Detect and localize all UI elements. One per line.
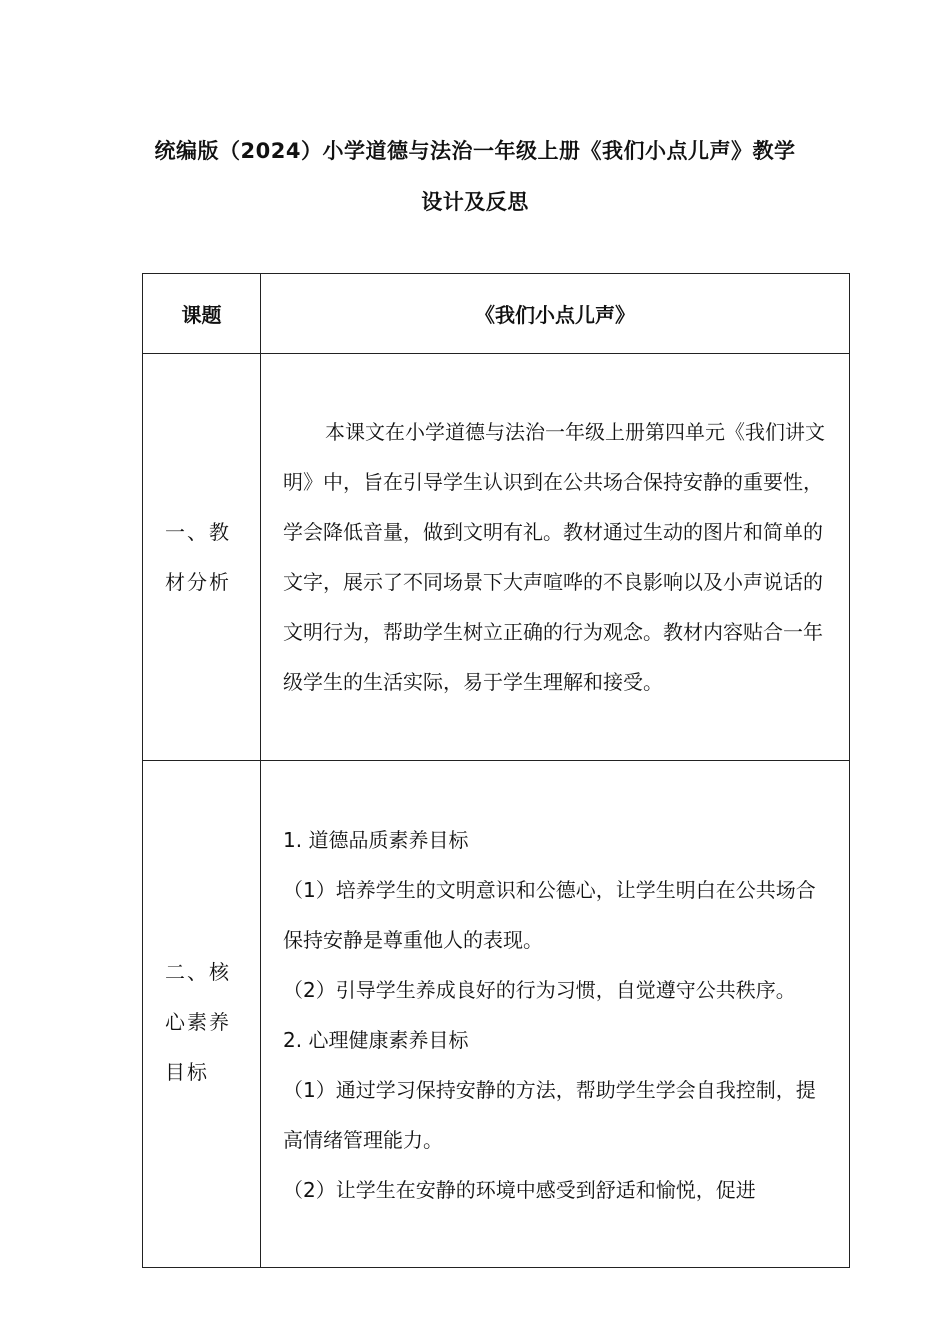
document-title-line-1: 统编版（2024）小学道德与法治一年级上册《我们小点儿声》教学 <box>154 139 796 163</box>
goal-section-title: 2. 心理健康素养目标 <box>283 1028 469 1052</box>
analysis-paragraph: 本课文在小学道德与法治一年级上册第四单元《我们讲文明》中，旨在引导学生认识到在公共场合保持安静的重要性，学会降低音量，做到文明有礼。教材通过生动的图片和简单的文字，展示了不同场景下大声喧哗的不良影响以及小声说话的文明行为，帮助学生树立正确的行为观念。教材内容贴合一年级学生的生活实际，易于学生理解和接受。 <box>283 420 825 694</box>
analysis-label-cell <box>143 354 261 761</box>
goals-label-line: 心素养 <box>165 1010 231 1034</box>
goal-item: （2）引导学生养成良好的行为习惯，自觉遵守公共秩序。 <box>283 978 796 1002</box>
document-title-line-2: 设计及反思 <box>421 190 529 214</box>
table-row-textbook-analysis <box>143 354 850 761</box>
goals-label-cell <box>143 761 261 1268</box>
topic-label-cell: 课题 <box>143 274 261 354</box>
analysis-content-cell <box>261 354 850 761</box>
analysis-label-line: 一、教 <box>165 520 231 544</box>
goals-label-line: 二、核 <box>165 960 231 984</box>
topic-value-cell: 《我们小点儿声》 <box>261 274 850 354</box>
goals-content-cell <box>261 761 850 1268</box>
goal-item: （1）培养学生的文明意识和公德心，让学生明白在公共场合保持安静是尊重他人的表现。 <box>283 878 816 952</box>
goal-section-title: 1. 道德品质素养目标 <box>283 828 469 852</box>
lesson-plan-table <box>142 273 850 1268</box>
goal-item: （2）让学生在安静的环境中感受到舒适和愉悦，促进 <box>283 1178 756 1202</box>
goal-item: （1）通过学习保持安静的方法，帮助学生学会自我控制，提高情绪管理能力。 <box>283 1078 816 1152</box>
table-row-core-goals <box>143 761 850 1268</box>
table-row-topic <box>143 274 850 354</box>
goals-label-line: 目标 <box>165 1060 209 1084</box>
analysis-label-line: 材分析 <box>165 570 231 594</box>
